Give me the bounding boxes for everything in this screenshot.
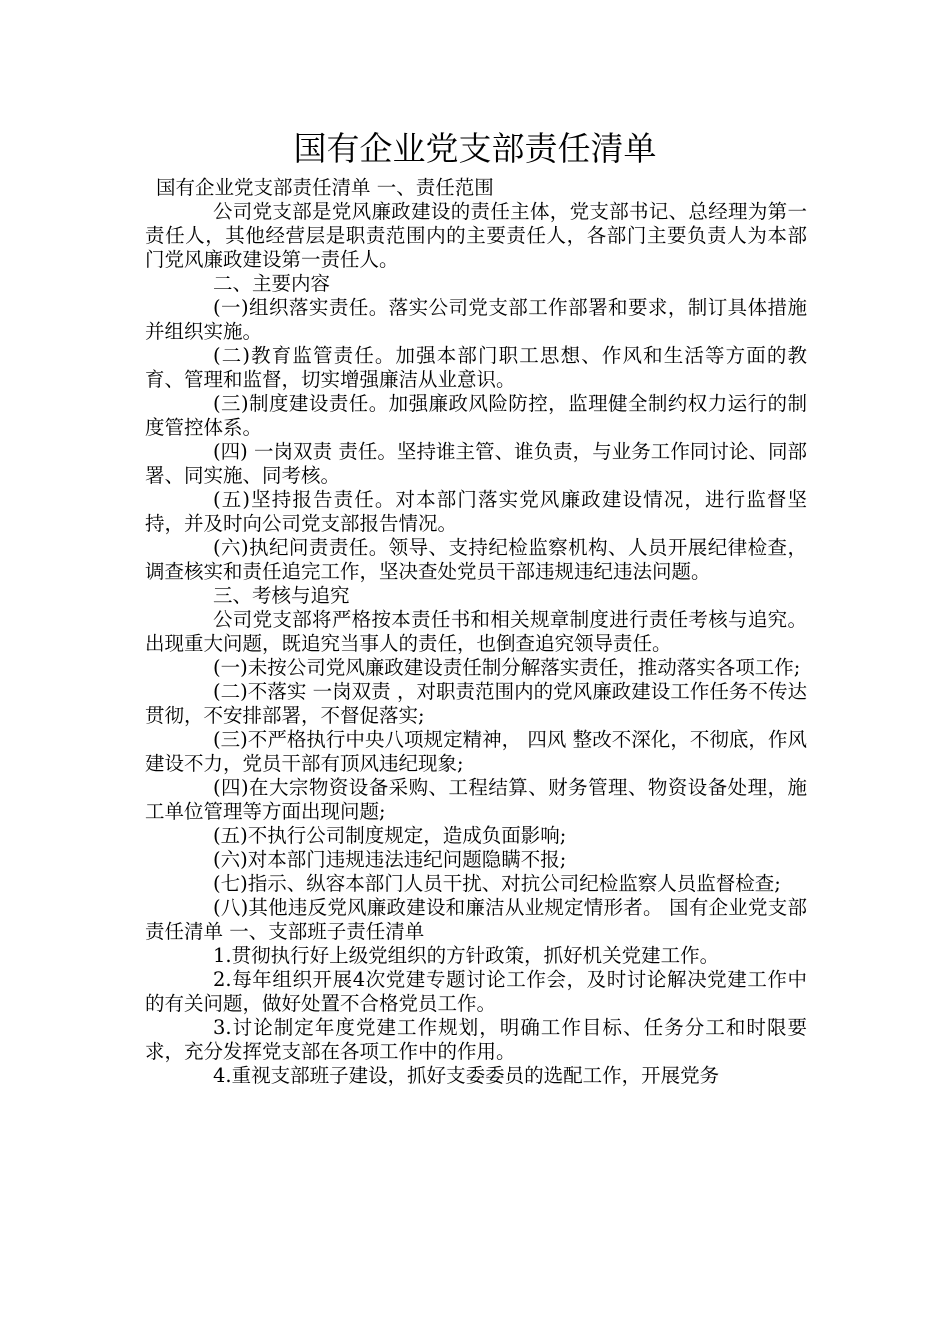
- paragraph: (一)未按公司党风廉政建设责任制分解落实责任，推动落实各项工作;: [213, 656, 801, 679]
- document-body: [145, 176, 807, 1088]
- paragraph: 国有企业党支部责任清单 一、责任范围: [156, 176, 494, 199]
- paragraph: (七)指示、纵容本部门人员干扰、对抗公司纪检监察人员监督检查;: [213, 872, 781, 895]
- paragraph: (二)不落实 一岗双责 ，对职责范围内的党风廉政建设工作任务不传达贯彻，不安排部署，不督促落实;: [145, 680, 807, 727]
- paragraph: 三、考核与追究: [213, 584, 350, 607]
- paragraph: 1.贯彻执行好上级党组织的方针政策，抓好机关党建工作。: [213, 944, 720, 967]
- document-title: 国有企业党支部责任清单: [293, 129, 657, 168]
- paragraph: (八)其他违反党风廉政建设和廉洁从业规定情形者。 国有企业党支部责任清单 一、支部班子责任清单: [145, 896, 807, 943]
- paragraph: 公司党支部是党风廉政建设的责任主体，党支部书记、总经理为第一责任人，其他经营层是职责范围内的主要责任人，各部门主要负责人为本部门党风廉政建设第一责任人。: [145, 200, 807, 271]
- paragraph: (三)不严格执行中央八项规定精神， 四风 整改不深化，不彻底，作风建设不力，党员干部有顶风违纪现象;: [145, 728, 807, 775]
- paragraph: (四) 一岗双责 责任。坚持谁主管、谁负责，与业务工作同讨论、同部署、同实施、同考核。: [145, 440, 807, 487]
- paragraph: 公司党支部将严格按本责任书和相关规章制度进行责任考核与追究。出现重大问题，既追究当事人的责任，也倒查追究领导责任。: [145, 608, 807, 655]
- paragraph: 二、主要内容: [213, 272, 331, 295]
- paragraph: 3.讨论制定年度党建工作规划，明确工作目标、任务分工和时限要求，充分发挥党支部在各项工作中的作用。: [145, 1016, 807, 1063]
- paragraph: (一)组织落实责任。落实公司党支部工作部署和要求，制订具体措施并组织实施。: [145, 296, 807, 343]
- paragraph: (五)不执行公司制度规定，造成负面影响;: [213, 824, 567, 847]
- paragraph: (二)教育监管责任。加强本部门职工思想、作风和生活等方面的教育、管理和监督，切实增强廉洁从业意识。: [145, 344, 807, 391]
- paragraph: 4.重视支部班子建设，抓好支委委员的选配工作，开展党务: [213, 1064, 720, 1087]
- paragraph: (六)对本部门违规违法违纪问题隐瞒不报;: [213, 848, 567, 871]
- paragraph: (五)坚持报告责任。对本部门落实党风廉政建设情况，进行监督坚持，并及时向公司党支部报告情况。: [145, 488, 807, 535]
- paragraph: (六)执纪问责责任。领导、支持纪检监察机构、人员开展纪律检查，调查核实和责任追完工作，坚决查处党员干部违规违纪违法问题。: [145, 536, 807, 583]
- paragraph: 2.每年组织开展4次党建专题讨论工作会，及时讨论解决党建工作中的有关问题，做好处置不合格党员工作。: [145, 968, 807, 1015]
- paragraph: (四)在大宗物资设备采购、工程结算、财务管理、物资设备处理，施工单位管理等方面出现问题;: [145, 776, 807, 823]
- paragraph: (三)制度建设责任。加强廉政风险防控，监理健全制约权力运行的制度管控体系。: [145, 392, 807, 439]
